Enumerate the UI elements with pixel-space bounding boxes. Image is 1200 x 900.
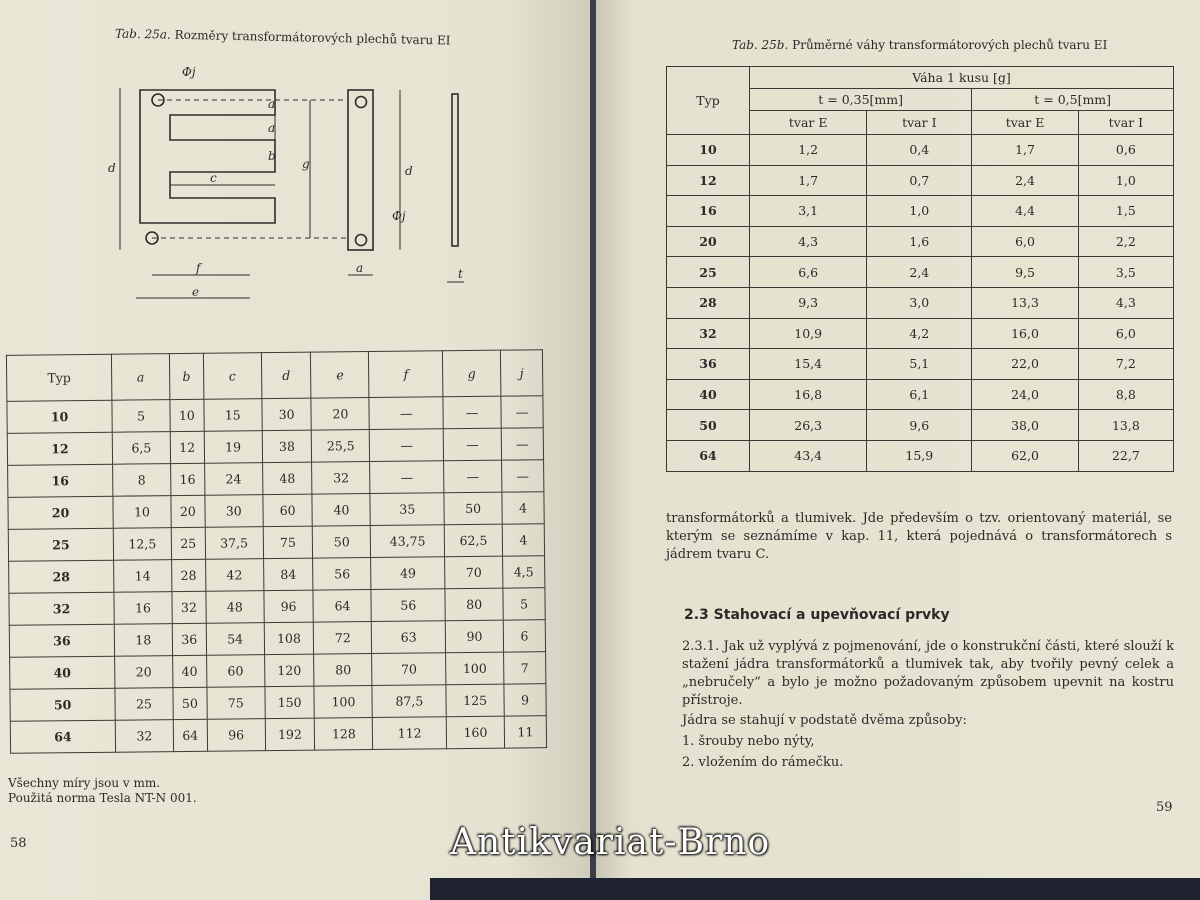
weight-cell: 62,0 (972, 440, 1078, 471)
type-cell: 64 (667, 440, 750, 471)
header-f: f (369, 351, 443, 398)
weight-cell: 6,0 (1078, 318, 1173, 349)
subheader-e-1: tvar E (750, 111, 867, 135)
value-cell: 28 (171, 559, 205, 591)
type-cell: 16 (8, 464, 113, 497)
value-cell: 90 (445, 620, 503, 653)
weight-cell: 1,7 (750, 165, 867, 196)
table-row (667, 226, 1174, 257)
value-cell: 54 (206, 623, 264, 656)
diagram-label-a1: a (268, 97, 276, 111)
weight-cell: 1,7 (972, 135, 1078, 166)
type-cell: 32 (9, 592, 114, 625)
weight-cell: 1,2 (750, 135, 867, 166)
value-cell: 84 (263, 558, 313, 591)
header-b: b (169, 353, 203, 399)
value-cell: 42 (205, 559, 263, 592)
value-cell: 10 (170, 399, 204, 431)
value-cell: 75 (207, 687, 265, 720)
table-row (667, 257, 1174, 288)
value-cell: — (443, 428, 501, 461)
i-lamination-outline (348, 90, 373, 250)
header-a: a (111, 354, 169, 401)
type-cell: 36 (667, 349, 750, 380)
weight-cell: 2,2 (1078, 226, 1173, 257)
list-item-1: 1. šrouby nebo nýty, (682, 734, 815, 749)
value-cell: 120 (264, 654, 314, 687)
diagram-label-e: e (192, 285, 200, 299)
diagram-label-f: f (196, 261, 201, 275)
diagram-label-a2: a (268, 121, 276, 135)
type-cell: 28 (667, 287, 750, 318)
value-cell: 49 (371, 557, 445, 590)
value-cell: 5 (112, 400, 170, 433)
left-page (0, 0, 592, 900)
value-cell: 4 (502, 524, 544, 556)
header-j: j (500, 350, 542, 396)
left-table-caption (115, 26, 451, 47)
value-cell: 25 (115, 688, 173, 721)
weight-cell: 10,9 (750, 318, 867, 349)
type-cell: 50 (10, 688, 115, 721)
value-cell: 11 (504, 716, 546, 748)
value-cell: — (501, 396, 543, 428)
value-cell: 125 (446, 684, 504, 717)
table-row (667, 318, 1174, 349)
value-cell: 8 (113, 464, 171, 497)
weight-cell: 16,8 (750, 379, 867, 410)
weight-cell: 1,5 (1078, 196, 1173, 227)
value-cell: 128 (315, 718, 373, 751)
value-cell: 64 (173, 719, 207, 751)
diagram-label-a-bottom: a (356, 261, 364, 275)
paragraph-methods: Jádra se stahují v podstatě dvěma způsoby: (682, 713, 967, 728)
weight-cell: 43,4 (750, 440, 867, 471)
value-cell: 38 (262, 430, 312, 463)
table-row (667, 196, 1174, 227)
weight-cell: 0,6 (1078, 135, 1173, 166)
value-cell: 19 (204, 431, 262, 464)
table-row (667, 410, 1174, 441)
value-cell: 50 (444, 492, 502, 525)
value-cell: — (501, 428, 543, 460)
header-e: e (311, 352, 369, 399)
value-cell: 50 (313, 526, 371, 559)
note-line-2: Použitá norma Tesla NT-N 001. (8, 791, 197, 805)
weight-cell: 9,3 (750, 287, 867, 318)
diagram-label-phi-j-bottom: Φj (392, 209, 406, 223)
value-cell: 100 (446, 652, 504, 685)
subheader-e-2: tvar E (972, 111, 1078, 135)
value-cell: 12 (170, 431, 204, 463)
header-g: g (443, 350, 501, 397)
value-cell: 14 (114, 560, 172, 593)
dimensions-table (6, 349, 547, 754)
value-cell: 37,5 (205, 527, 263, 560)
table-row (667, 440, 1174, 471)
value-cell: 96 (207, 719, 265, 752)
header-t-05: t = 0,5[mm] (972, 89, 1174, 111)
i-hole-top (356, 97, 367, 108)
weight-cell: 4,4 (972, 196, 1078, 227)
weight-cell: 4,3 (750, 226, 867, 257)
weight-cell: 0,4 (867, 135, 972, 166)
watermark-text: Antikvariat-Brno (450, 822, 771, 863)
weight-cell: 9,5 (972, 257, 1078, 288)
diagram-label-g: g (302, 157, 310, 171)
table-row (667, 379, 1174, 410)
diagram-label-b: b (268, 149, 276, 163)
type-cell: 20 (667, 226, 750, 257)
weight-cell: 5,1 (867, 349, 972, 380)
value-cell: 64 (313, 590, 371, 623)
value-cell: — (502, 460, 544, 492)
weight-cell: 1,0 (867, 196, 972, 227)
value-cell: 48 (262, 462, 312, 495)
type-cell: 36 (9, 624, 114, 657)
type-cell: 50 (667, 410, 750, 441)
value-cell: 30 (205, 495, 263, 528)
value-cell: 40 (312, 494, 370, 527)
paragraph-2-3-1: 2.3.1. Jak už vyplývá z pojmenování, jde o konstrukční části, které slouží k stažení jádra transformátorků a tlumivek tak, aby tvořily pevný celek a „nebručely“ a bylo je možno požadovaným způsobem upevnit na kostru přístroje. (682, 639, 1174, 708)
right-table-caption (732, 38, 1107, 52)
value-cell: 20 (171, 495, 205, 527)
header-c: c (203, 353, 261, 400)
value-cell: 32 (312, 462, 370, 495)
section-heading: 2.3 Stahovací a upevňovací prvky (684, 607, 950, 623)
header-weight: Váha 1 kusu [g] (750, 67, 1174, 89)
weight-cell: 1,0 (1078, 165, 1173, 196)
value-cell: 7 (504, 652, 546, 684)
diagram-label-d-right: d (405, 164, 413, 178)
diagram-label-d-left: d (108, 161, 116, 175)
weight-cell: 3,0 (867, 287, 972, 318)
weight-cell: 6,1 (867, 379, 972, 410)
value-cell: 15 (204, 399, 262, 432)
type-cell: 64 (10, 720, 115, 753)
weight-cell: 24,0 (972, 379, 1078, 410)
value-cell: 60 (263, 494, 313, 527)
value-cell: 56 (371, 589, 445, 622)
weight-cell: 4,3 (1078, 287, 1173, 318)
weight-cell: 15,4 (750, 349, 867, 380)
type-cell: 10 (7, 400, 112, 433)
weight-cell: 38,0 (972, 410, 1078, 441)
weight-cell: 6,0 (972, 226, 1078, 257)
value-cell: 48 (206, 591, 264, 624)
type-cell: 32 (667, 318, 750, 349)
value-cell: 62,5 (444, 524, 502, 557)
value-cell: 63 (372, 621, 446, 654)
value-cell: — (370, 461, 444, 494)
value-cell: 16 (114, 592, 172, 625)
weights-table-body (667, 135, 1174, 472)
value-cell: 6,5 (112, 432, 170, 465)
note-line-1: Všechny míry jsou v mm. (8, 776, 161, 790)
value-cell: 160 (446, 716, 504, 749)
weight-cell: 3,5 (1078, 257, 1173, 288)
value-cell: 56 (313, 558, 371, 591)
type-cell: 12 (667, 165, 750, 196)
weight-cell: 8,8 (1078, 379, 1173, 410)
weight-cell: 0,7 (867, 165, 972, 196)
weight-cell: 1,6 (867, 226, 972, 257)
value-cell: 12,5 (113, 528, 171, 561)
value-cell: 108 (264, 622, 314, 655)
value-cell: 18 (114, 624, 172, 657)
list-item-2: 2. vložením do rámečku. (682, 755, 844, 770)
value-cell: 87,5 (372, 685, 446, 718)
weight-cell: 2,4 (867, 257, 972, 288)
type-cell: 16 (667, 196, 750, 227)
table-row (667, 135, 1174, 166)
background-edge (430, 878, 1200, 900)
caption-prefix: Tab. 25a. (114, 26, 171, 42)
type-cell: 20 (8, 496, 113, 529)
table-row (667, 287, 1174, 318)
value-cell: 16 (170, 463, 204, 495)
header-typ: Typ (667, 67, 750, 135)
value-cell: 192 (265, 718, 315, 751)
right-page (596, 0, 1200, 900)
type-cell: 40 (10, 656, 115, 689)
value-cell: 4,5 (503, 556, 545, 588)
caption-text: Průměrné váhy transformátorových plechů tvaru EI (792, 38, 1108, 52)
weight-cell: 15,9 (867, 440, 972, 471)
value-cell: 24 (204, 463, 262, 496)
table-note (8, 776, 197, 806)
value-cell: — (370, 429, 444, 462)
value-cell: 43,75 (371, 525, 445, 558)
value-cell: — (369, 397, 443, 430)
value-cell: 25,5 (312, 430, 370, 463)
type-cell: 12 (7, 432, 112, 465)
subheader-i-2: tvar I (1078, 111, 1173, 135)
value-cell: 150 (265, 686, 315, 719)
value-cell: — (443, 396, 501, 429)
thickness-profile (452, 94, 458, 246)
value-cell: 36 (172, 623, 206, 655)
value-cell: 112 (373, 717, 447, 750)
value-cell: 35 (370, 493, 444, 526)
value-cell: 96 (264, 590, 314, 623)
ei-lamination-diagram (100, 60, 500, 320)
type-cell: 25 (8, 528, 113, 561)
value-cell: 100 (314, 686, 372, 719)
header-typ: Typ (6, 354, 111, 401)
value-cell: — (444, 460, 502, 493)
value-cell: 50 (173, 687, 207, 719)
caption-text: Rozměry transformátorových plechů tvaru EI (174, 27, 451, 48)
type-cell: 10 (667, 135, 750, 166)
header-d: d (261, 352, 311, 399)
diagram-label-c: c (210, 171, 217, 185)
type-cell: 28 (9, 560, 114, 593)
value-cell: 9 (504, 684, 546, 716)
value-cell: 72 (314, 622, 372, 655)
value-cell: 75 (263, 526, 313, 559)
value-cell: 30 (262, 398, 312, 431)
page-number-right: 59 (1156, 800, 1173, 815)
value-cell: 80 (314, 654, 372, 687)
weight-cell: 2,4 (972, 165, 1078, 196)
value-cell: 4 (502, 492, 544, 524)
weight-cell: 13,8 (1078, 410, 1173, 441)
value-cell: 40 (172, 655, 206, 687)
value-cell: 80 (445, 588, 503, 621)
value-cell: 32 (172, 591, 206, 623)
caption-prefix: Tab. 25b. (732, 38, 789, 52)
weight-cell: 6,6 (750, 257, 867, 288)
value-cell: 70 (372, 653, 446, 686)
type-cell: 40 (667, 379, 750, 410)
type-cell: 25 (667, 257, 750, 288)
value-cell: 20 (115, 656, 173, 689)
weight-cell: 13,3 (972, 287, 1078, 318)
weight-cell: 22,7 (1078, 440, 1173, 471)
diagram-label-t: t (458, 267, 463, 281)
value-cell: 60 (206, 655, 264, 688)
weight-cell: 9,6 (867, 410, 972, 441)
table-row (10, 716, 546, 754)
weight-cell: 3,1 (750, 196, 867, 227)
diagram-label-phi-j-top: Φj (182, 65, 196, 79)
subheader-i-1: tvar I (867, 111, 972, 135)
weight-cell: 22,0 (972, 349, 1078, 380)
value-cell: 25 (171, 527, 205, 559)
table-row (667, 165, 1174, 196)
page-number-left: 58 (10, 836, 27, 851)
header-t-035: t = 0,35[mm] (750, 89, 972, 111)
i-hole-bottom (356, 235, 367, 246)
value-cell: 20 (311, 398, 369, 431)
value-cell: 6 (503, 620, 545, 652)
value-cell: 10 (113, 496, 171, 529)
table-row (667, 349, 1174, 380)
value-cell: 5 (503, 588, 545, 620)
value-cell: 70 (445, 556, 503, 589)
weight-cell: 16,0 (972, 318, 1078, 349)
paragraph-continuation: transformátorků a tlumivek. Jde především o tzv. orientovaný materiál, se kterým se seznámíme v kap. 11, která pojednává o transformátorech s jádrem tvaru C. (666, 511, 1172, 562)
weight-cell: 4,2 (867, 318, 972, 349)
value-cell: 32 (115, 720, 173, 753)
dimensions-table-body (7, 396, 547, 754)
weight-cell: 7,2 (1078, 349, 1173, 380)
weight-cell: 26,3 (750, 410, 867, 441)
weights-table (666, 66, 1174, 472)
e-lamination-outline (140, 90, 275, 223)
